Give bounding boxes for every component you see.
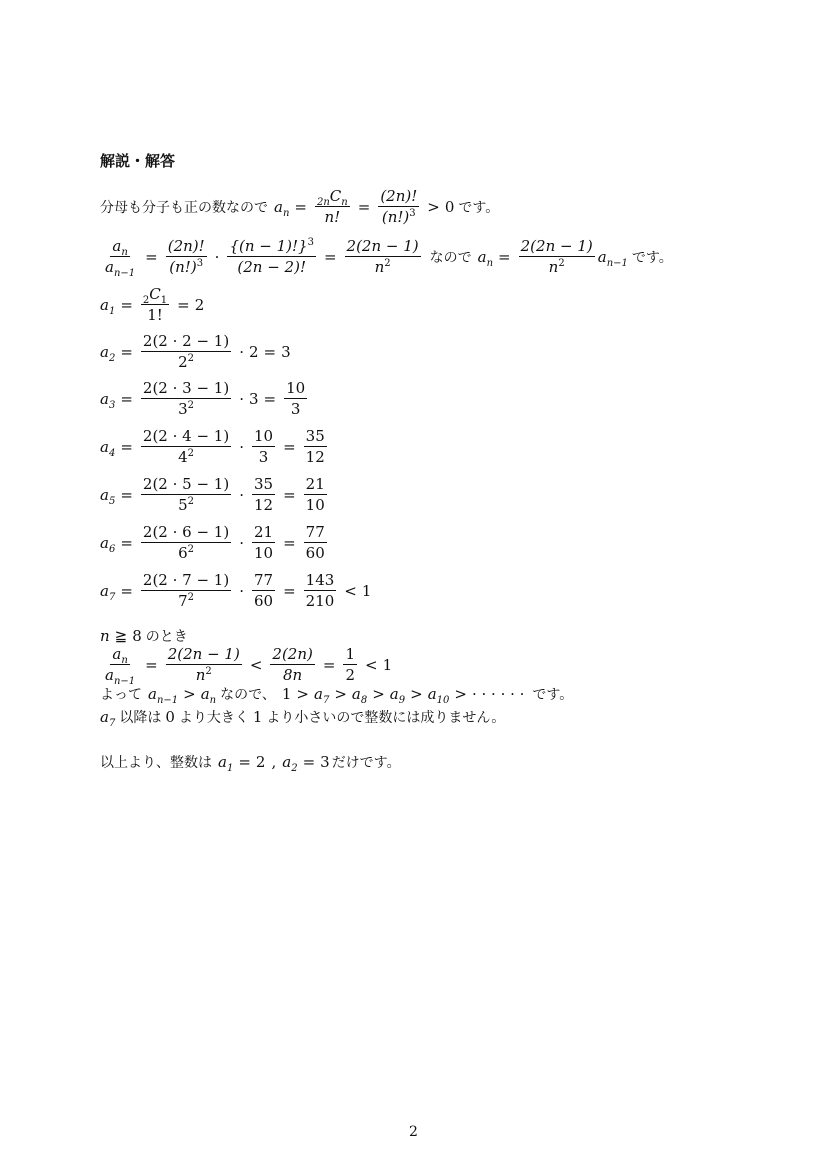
- positivity-line: 分母も分子も正の数なので $a_n$ = $\frac{_{2n}C_n}{n!}$ = $\frac{(2n)!}{(n!)^3}$ > 0 です。: [100, 187, 500, 226]
- intro-text: 分母も分子も正の数なので: [100, 199, 268, 216]
- a-n-symbol: $a_n$: [274, 197, 290, 219]
- a6-line: $a_6$ = $\frac{2(2 \cdot 6 - 1)}{6^2}$ · $\frac{21}{10}$ = $\frac{77}{60}$: [100, 523, 325, 562]
- ratio-line: $\frac{a_n}{a_{n-1}}$ = $\frac{(2n)!}{(n!)^3}$ · $\frac{\{(n - 1)!\}^3}{(2n - 2)!}$ = $\frac{2(2n - 1)}{n^2}$ なので $a_n$ = $\frac{2(2n - 1)}{n^2}$ $a_{n-1}$ です。: [105, 237, 673, 279]
- a2-line: $a_2$ = $\frac{2(2 \cdot 2 - 1)}{2^2}$ · 2 = 3: [100, 332, 291, 371]
- a3-line: $a_3$ = $\frac{2(2 \cdot 3 - 1)}{3^2}$ · 3 = $\frac{10}{3}$: [100, 379, 306, 418]
- factorial-fraction: $\frac{(2n)!}{(n!)^3}$: [380, 187, 418, 226]
- a7-onwards-line: $a_7$ 以降は 0 より大きく 1 より小さいので整数には成りません。: [100, 708, 506, 729]
- conclusion-line: 以上より、整数は $a_1$ = 2 , $a_2$ = 3 だけです。: [100, 753, 401, 774]
- section-heading: 解説・解答: [100, 152, 176, 170]
- binomial-fraction: $\frac{_{2n}C_n}{n!}$: [316, 187, 348, 226]
- page-number: 2: [409, 1124, 418, 1140]
- a4-line: $a_4$ = $\frac{2(2 \cdot 4 - 1)}{4^2}$ · $\frac{10}{3}$ = $\frac{35}{12}$: [100, 427, 325, 466]
- a1-line: $a_1$ = $\frac{_2C_1}{1!}$ = 2: [100, 285, 205, 324]
- a7-line: $a_7$ = $\frac{2(2 \cdot 7 - 1)}{7^2}$ · $\frac{77}{60}$ = $\frac{143}{210}$ < 1: [100, 571, 372, 610]
- decreasing-line: よって $a_{n-1}$ > $a_n$ なので、 1 > $a_7$ > $a_8$ > $a_9$ > $a_{10}$ > · · · · · · です。: [100, 685, 574, 706]
- n-ge-8-line: n ≧ 8 のとき: [100, 627, 188, 645]
- a5-line: $a_5$ = $\frac{2(2 \cdot 5 - 1)}{5^2}$ · $\frac{35}{12}$ = $\frac{21}{10}$: [100, 475, 325, 514]
- inequality-line: $\frac{a_n}{a_{n-1}}$ = $\frac{2(2n - 1)}{n^2}$ < $\frac{2(2n)}{8n}$ = $\frac{1}{2}$ < 1: [105, 645, 393, 687]
